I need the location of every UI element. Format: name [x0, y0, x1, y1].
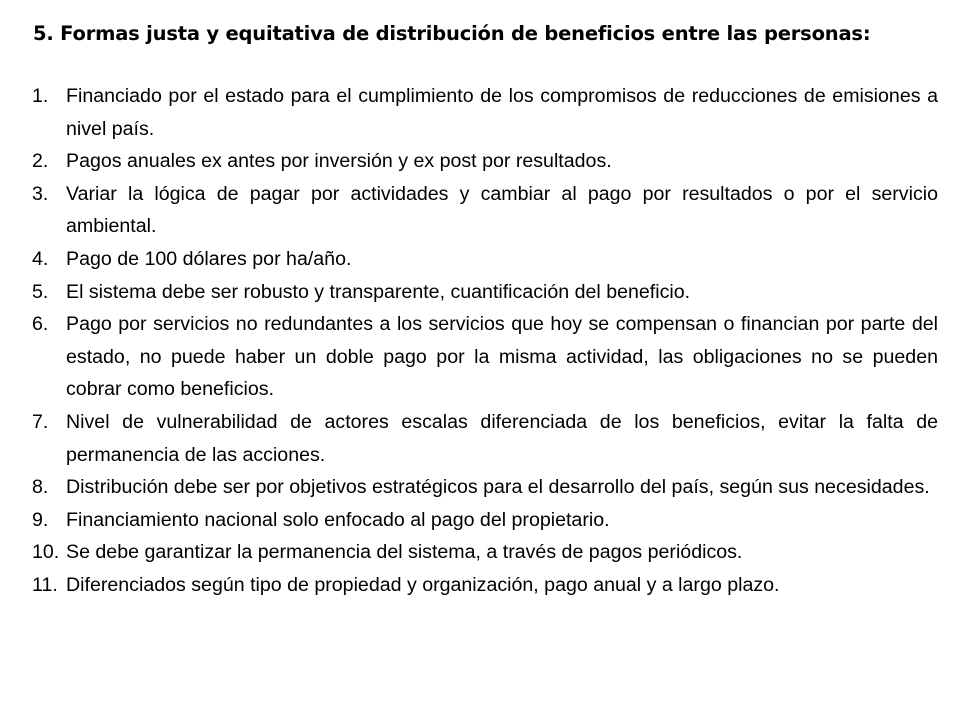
- list-item-text: Financiado por el estado para el cumplimiento de los compromisos de reducciones de emisiones a nivel país.: [66, 85, 938, 140]
- list-item-number: 1.: [32, 85, 49, 107]
- list-item: [32, 178, 938, 243]
- list-item: [32, 504, 938, 537]
- list-item-number: 9.: [32, 508, 49, 531]
- list-item-text: Diferenciados según tipo de propiedad y organización, pago anual y a largo plazo.: [66, 573, 780, 596]
- list-item: [32, 276, 938, 309]
- list-item-text: Variar la lógica de pagar por actividades y cambiar al pago por resultados o por el servicio ambiental.: [66, 182, 938, 238]
- benefit-distribution-list: [32, 80, 938, 602]
- list-item: [32, 243, 938, 276]
- list-item: [32, 145, 938, 178]
- list-item-text: Pagos anuales ex antes por inversión y ex post por resultados.: [66, 150, 612, 173]
- list-item-number: 7.: [32, 410, 49, 433]
- list-item-text: Se debe garantizar la permanencia del sistema, a través de pagos periódicos.: [66, 541, 743, 564]
- list-item-number: 3.: [32, 182, 49, 205]
- list-item: [32, 471, 938, 504]
- list-item: [32, 536, 938, 569]
- list-item-text: Nivel de vulnerabilidad de actores escalas diferenciada de los beneficios, evitar la falta de permanencia de las acciones.: [66, 410, 938, 466]
- list-item-text: Distribución debe ser por objetivos estratégicos para el desarrollo del país, según sus necesidades.: [66, 476, 930, 499]
- list-item-text: Financiamiento nacional solo enfocado al pago del propietario.: [66, 508, 610, 531]
- list-item-number: 11.: [32, 573, 58, 596]
- list-item-number: 2.: [32, 150, 49, 173]
- list-item: [32, 80, 938, 145]
- list-item-text: El sistema debe ser robusto y transparente, cuantificación del beneficio.: [66, 280, 691, 303]
- list-item-number: 6.: [32, 313, 49, 336]
- list-item-text: Pago por servicios no redundantes a los servicios que hoy se compensan o financian por parte del estado, no puede haber un doble pago por la misma actividad, las obligaciones no se pueden cobrar como beneficios.: [66, 313, 938, 401]
- list-item-number: 10.: [32, 541, 60, 564]
- list-item-number: 4.: [32, 247, 49, 270]
- list-item-number: 8.: [32, 476, 49, 499]
- list-item: [32, 569, 938, 602]
- list-item: [32, 406, 938, 471]
- list-item: [32, 308, 938, 406]
- list-item-text: Pago de 100 dólares por ha/año.: [66, 247, 352, 270]
- list-item-number: 5.: [32, 280, 49, 303]
- slide-title: 5. Formas justa y equitativa de distribución de beneficios entre las personas:: [33, 22, 871, 45]
